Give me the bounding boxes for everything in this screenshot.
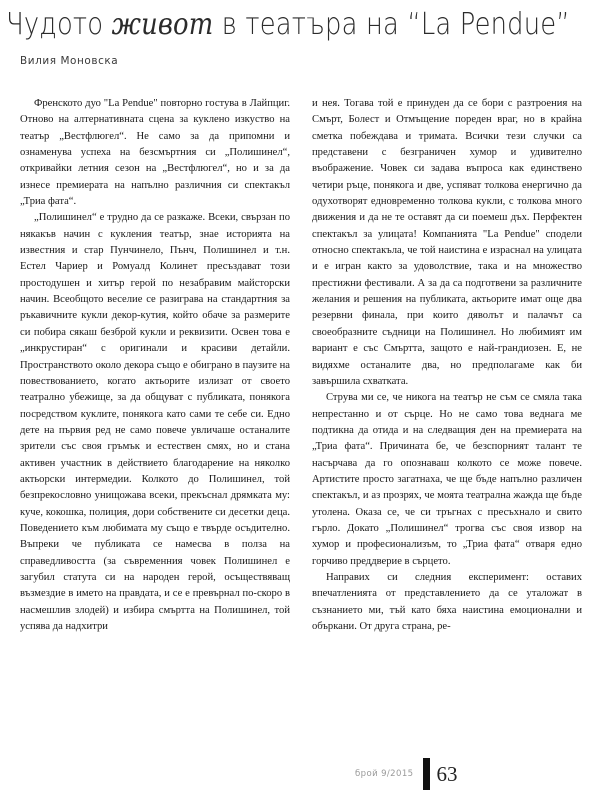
paragraph: Струва ми се, че никога на театър не съм се смяла така непрестанно и от сърце. Но не само това веднага ме подтикна да отида и на следващия ден на премиерата на „Триа фата“. Причината бе, че безспорният талант те насърчава да го опознаваш колкото се може повече. Артистите просто загатнаха, че ще бъде напълно различен спектакъл, и аз прозрях, че моята театрална жажда ще бъде утолена. Оказа се, че си тръгнах с пресъхнало и свито гърло. Докато „Полишинел“ трогва със своя извор на хумор и професионализъм, то „Триа фата“ отваря едно горчиво преддверие в сърцето.: [312, 392, 582, 567]
page-title: [6, 6, 570, 44]
article-columns: [20, 96, 582, 756]
title-block: [6, 6, 594, 50]
column-right: [312, 96, 582, 635]
column-left: [20, 96, 290, 635]
page-title-part-2: в театъра на “La Pendue”: [213, 7, 570, 42]
page-title-emphasis: живот: [111, 7, 214, 42]
paragraph: „Полишинел“ е трудно да се разкаже. Всеки, свързан по някакъв начин с кукления театър, знае историята на известния и стар Пунчинело, Пънч, Полишинел и т.н. Естел Чариер и Ромуалд Колинет пресъздават този простодушен и хитър герой по незабравим майсторски начин. Всеобщото веселие се разиграва на стандартния за ръкавичните кукли декор-кутия, който обаче за размерите си побира сякаш безброй кукли и реквизити. Освен това е „инкрустиран“ с оригинали и красиви детайли. Пространството около декора също е обиграно в паузите на повествованието, когато актьорите излизат от своето театрално убежище, за да общуват с публиката, понякога посредством куклите, понякога като сами те себе си. Едно дете на първия ред не само повече увличаше останалите зрители със своя гръмък и естествен смях, но и стана активен участник в действието благодарение на няколко актьорски интермедии. Колкото до Полишинел, той безпрекословно унищожава всеки, прекъснал дрямката му: куче, кокошка, полиция, дори собствените си десетки деца. Поведението към любимата му също е твърде осъдително. Въпреки че публиката се намесва в полза на справедливостта (за съвременния човек Полишинел е загубил статута си на народен герой, осъществяващ възмездие в името на правдата, и се е превърнал по-скоро в насмешлив злодей) и избира смъртта на Полишинел, той успява да надхитри: [20, 212, 290, 632]
page-footer: [355, 757, 458, 791]
paragraph: Френското дуо "La Pendue" повторно гостува в Лайпциг. Отново на алтернативната сцена за куклено изкуство на театър „Вестфлюгел“. Не само за да припомни и ознаменува успеха на безсмъртния си „Полишинел“, откривайки летния сезон на „Вестфлюгел“, но и за да изнесе премиерата на напълно различния си спектакъл „Триа фата“.: [20, 98, 290, 208]
page-title-part-1: Чудото: [6, 7, 112, 42]
author-byline: Вилия Моновска: [20, 54, 119, 67]
paragraph: Направих си следния експеримент: оставих впечатленията от представлението да се уталожат в съзнанието ми, тъй като бяха наистина емоционални и объркани. От друга страна, ре-: [312, 571, 582, 632]
footer-divider-bar: [423, 758, 430, 790]
paragraph: и нея. Тогава той е принуден да се бори с разтроения на Смърт, Болест и Отмъщение пореден враг, но в крайна сметка побеждава и тримата. Всички тези случки са представени с безграничен хумор и удивително въображение. Човек си задава въпроса как единствено четири ръце, понякога и две, успяват толкова енергично да одухотворят едновременно толкова кукли, с толкова много движения и да не те оставят да си поемеш дъх. Перфектен спектакъл за улицата! Компанията "La Pendue" сподели относно спектакъла, че той наистина е израснал на улицата и е игран както за удоволствие, така и на множество престижни фестивали. А за да са подготвени за различните желания и решения на публиката, актьорите имат още два резервни финала, при които дяволът и палачът са своеобразните съдници на Полишинел. Но любимият им вариант е със Смъртта, защото е най-грандиозен. Е, не видяхме останалите два, но предполагаме как би завършила схватката.: [312, 98, 582, 387]
page-number: 63: [436, 761, 458, 786]
issue-label: брой 9/2015: [355, 769, 414, 779]
